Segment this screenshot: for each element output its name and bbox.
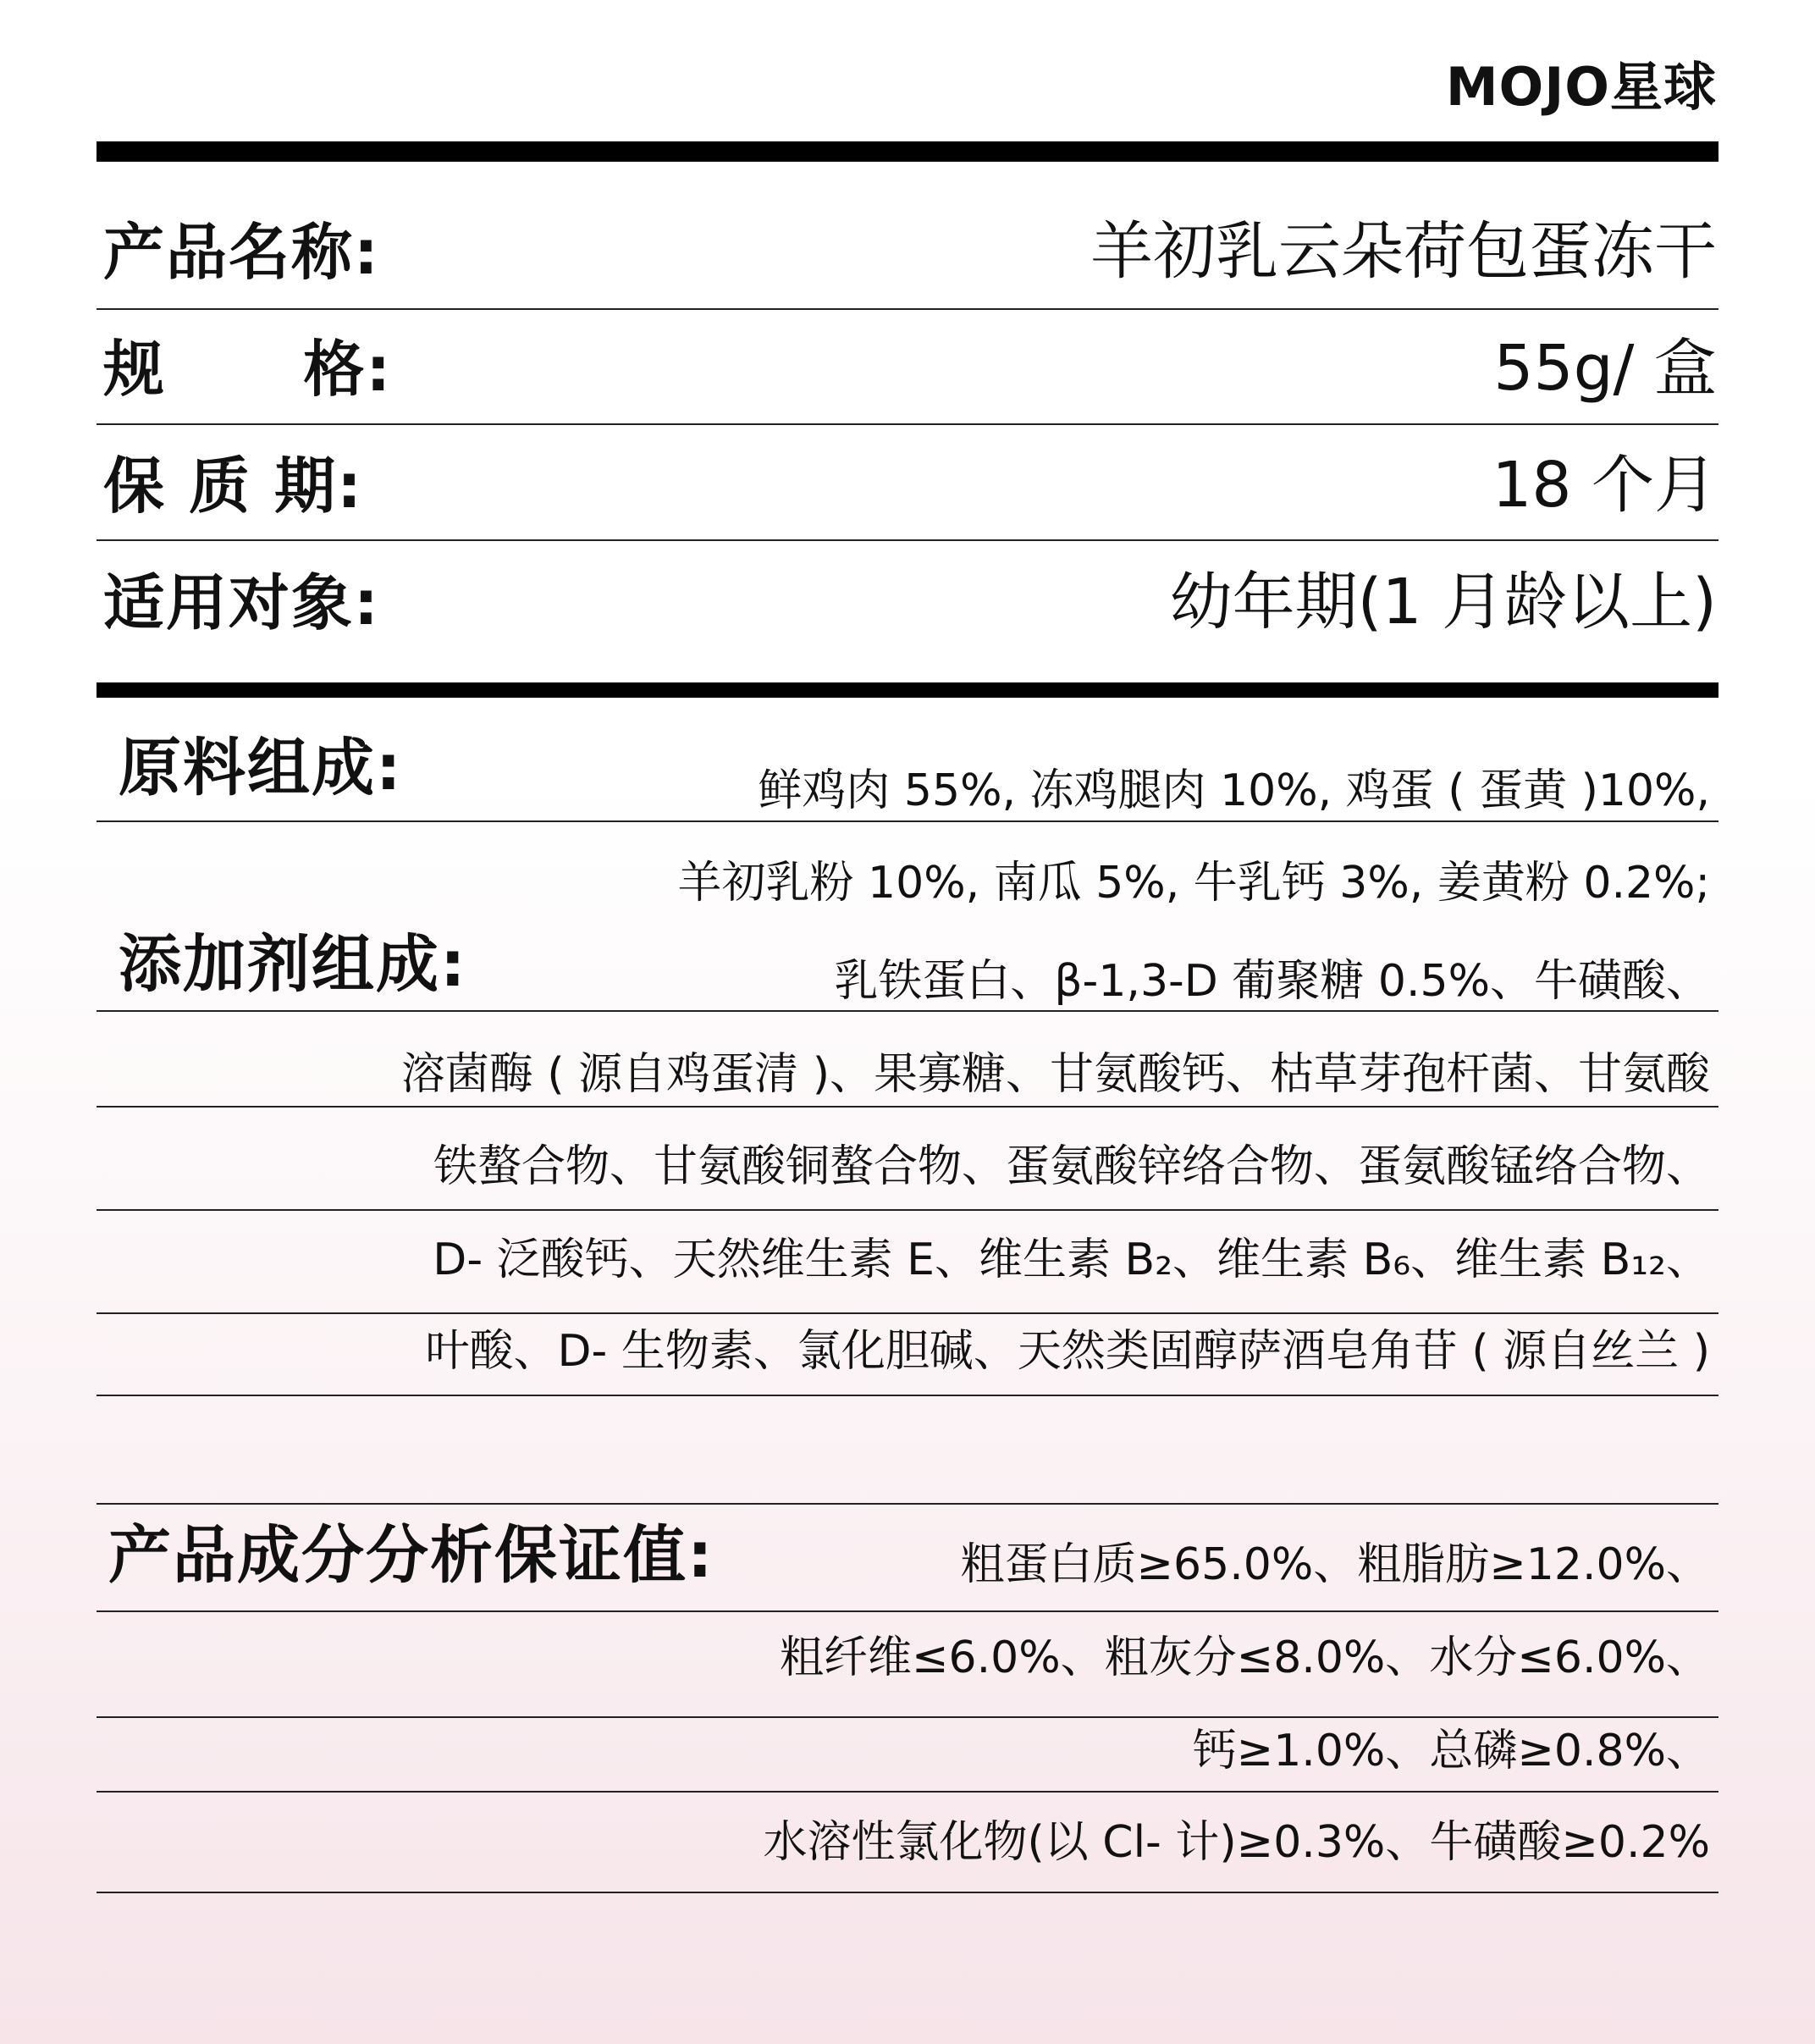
row-divider bbox=[97, 1010, 1718, 1012]
analysis-line: 钙≥1.0%、总磷≥0.8%、 bbox=[1192, 1726, 1710, 1776]
additives-line: 铁螯合物、甘氨酸铜螯合物、蛋氨酸锌络合物、蛋氨酸锰络合物、 bbox=[433, 1141, 1710, 1192]
shelf-life-value: 18 个月 bbox=[1492, 449, 1717, 522]
row-divider bbox=[97, 423, 1718, 425]
analysis-label: 产品成分分析保证值: bbox=[108, 1519, 714, 1592]
spec-value: 55g/ 盒 bbox=[1493, 332, 1717, 405]
analysis-line: 水溶性氯化物(以 Cl- 计)≥0.3%、牛磺酸≥0.2% bbox=[763, 1817, 1710, 1868]
row-divider bbox=[97, 1312, 1718, 1314]
product-name-value: 羊初乳云朵荷包蛋冻干 bbox=[1090, 215, 1717, 288]
additives-line: 乳铁蛋白、β-1,3-D 葡聚糖 0.5%、牛磺酸、 bbox=[834, 956, 1710, 1007]
additives-line: 叶酸、D- 生物素、氯化胆碱、天然类固醇萨酒皂角苷 ( 源自丝兰 ) bbox=[425, 1326, 1710, 1377]
row-divider bbox=[97, 308, 1718, 310]
brand-logo-text: MOJO星球 bbox=[1445, 56, 1717, 118]
middle-divider-bar bbox=[97, 682, 1718, 698]
row-divider bbox=[97, 1106, 1718, 1108]
spec-label: 规 格: bbox=[103, 334, 393, 405]
additives-line: 溶菌酶 ( 源自鸡蛋清 )、果寡糖、甘氨酸钙、枯草芽孢杆菌、甘氨酸 bbox=[400, 1049, 1710, 1100]
analysis-line: 粗蛋白质≥65.0%、粗脂肪≥12.0%、 bbox=[960, 1539, 1710, 1590]
ingredients-line: 鲜鸡肉 55%, 冻鸡腿肉 10%, 鸡蛋 ( 蛋黄 )10%, bbox=[758, 765, 1710, 816]
additives-label: 添加剂组成: bbox=[119, 928, 467, 1001]
shelf-life-label: 保 质 期: bbox=[103, 450, 363, 522]
row-divider bbox=[97, 820, 1718, 822]
row-divider bbox=[97, 1503, 1718, 1505]
row-divider bbox=[97, 1791, 1718, 1793]
row-divider bbox=[97, 1892, 1718, 1893]
top-divider-bar bbox=[97, 141, 1718, 162]
target-value: 幼年期(1 月龄以上) bbox=[1169, 566, 1717, 638]
row-divider bbox=[97, 1395, 1718, 1396]
ingredients-line: 羊初乳粉 10%, 南瓜 5%, 牛乳钙 3%, 姜黄粉 0.2%; bbox=[677, 858, 1710, 909]
row-divider bbox=[97, 1209, 1718, 1211]
row-divider bbox=[97, 1610, 1718, 1612]
ingredients-label: 原料组成: bbox=[119, 732, 403, 804]
row-divider bbox=[97, 539, 1718, 541]
target-label: 适用对象: bbox=[103, 567, 380, 638]
product-name-label: 产品名称: bbox=[103, 217, 380, 288]
analysis-line: 粗纤维≤6.0%、粗灰分≤8.0%、水分≤6.0%、 bbox=[779, 1632, 1710, 1683]
row-divider bbox=[97, 1716, 1718, 1718]
additives-line: D- 泛酸钙、天然维生素 E、维生素 B₂、维生素 B₆、维生素 B₁₂、 bbox=[433, 1235, 1710, 1285]
